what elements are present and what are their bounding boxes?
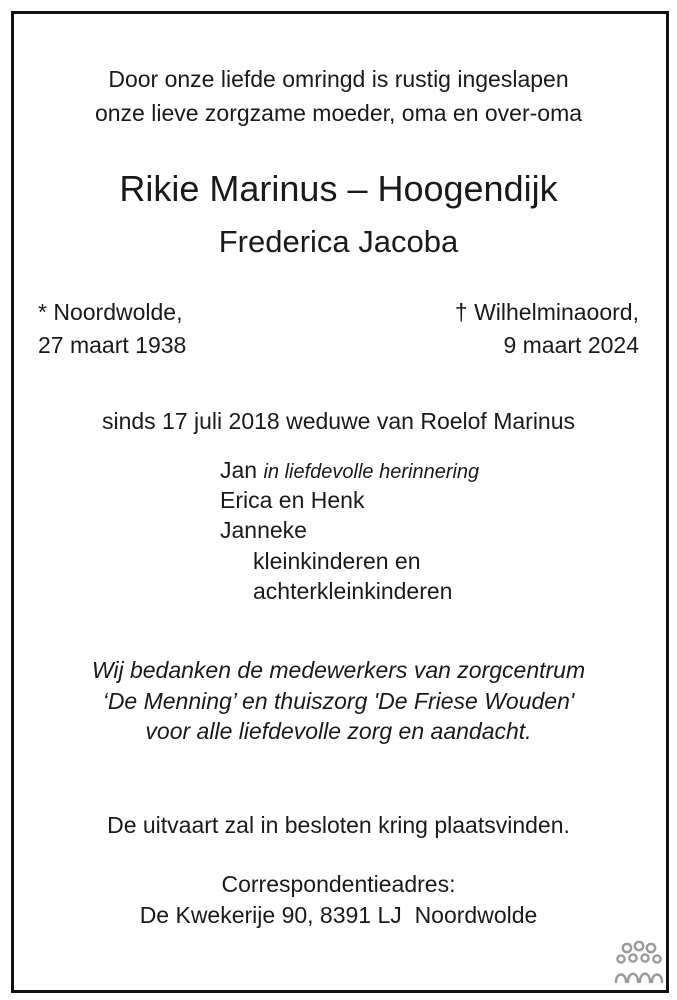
family-member-janneke: Janneke: [220, 517, 307, 543]
thanks-line-2: ‘De Menning’ en thuiszorg 'De Friese Wouden': [102, 688, 575, 714]
death-place: † Wilhelminaoord,: [454, 299, 639, 325]
intro-line-2: onze lieve zorgzame moeder, oma en over-oma: [94, 100, 583, 126]
correspondence-label: Correspondentieadres:: [221, 871, 456, 897]
grandchildren-line-2: achterkleinkinderen: [253, 578, 453, 604]
thanks-line-1: Wij bedanken de medewerkers van zorgcentrum: [91, 657, 586, 683]
grandchildren-line-1: kleinkinderen en: [253, 548, 421, 574]
birth-date: 27 maart 1938: [38, 332, 187, 358]
birth-place: * Noordwolde,: [38, 299, 183, 325]
family-member-note: in liefdevolle herinnering: [263, 461, 480, 483]
family-member-erica-henk: Erica en Henk: [220, 487, 365, 513]
family-member-jan: [220, 457, 479, 484]
funeral-line: De uitvaart zal in besloten kring plaatsvinden.: [107, 812, 570, 838]
correspondence-address: De Kwekerije 90, 8391 LJ Noordwolde: [139, 902, 538, 928]
people-group-icon: [613, 940, 665, 984]
death-date: 9 maart 2024: [503, 332, 639, 358]
intro-line-1: Door onze liefde omringd is rustig ingeslapen: [108, 66, 569, 92]
thanks-line-3: voor alle liefdevolle zorg en aandacht.: [145, 718, 532, 744]
deceased-name: Rikie Marinus – Hoogendijk: [119, 168, 558, 209]
family-member-name: Jan: [220, 457, 258, 483]
widow-line: sinds 17 juli 2018 weduwe van Roelof Marinus: [101, 408, 576, 434]
given-names: Frederica Jacoba: [218, 224, 459, 259]
